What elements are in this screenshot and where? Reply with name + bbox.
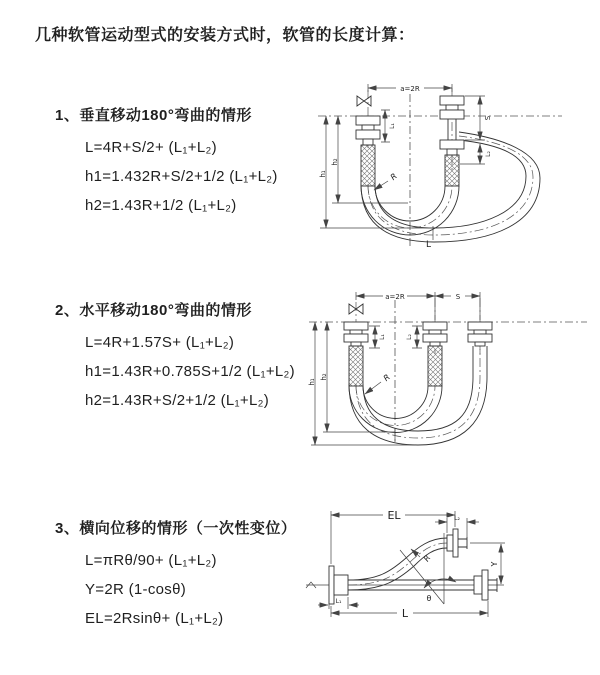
dim-label-l1: L₁	[389, 123, 396, 129]
formula-h2: h2=1.43R+S/2+1/2 (L₁+L₂)	[85, 392, 270, 409]
formula-l: L=πRθ/90+ (L₁+L₂)	[85, 552, 217, 569]
left-fitting	[356, 116, 380, 186]
valve-icon	[357, 96, 371, 106]
section-1	[55, 104, 278, 220]
left-fitting	[344, 322, 368, 386]
dim-label-l: L	[426, 240, 432, 250]
hose-curves	[349, 346, 487, 445]
section-3	[55, 517, 296, 633]
dim-label-h2: h₂	[331, 158, 339, 166]
upper-flange	[447, 529, 467, 557]
dim-label-r: R	[421, 553, 433, 564]
dim-label-l1: L₁	[335, 598, 342, 605]
dim-label-a2r: a=2R	[385, 293, 405, 301]
dim-label-l2: L₂	[454, 515, 460, 522]
diagram-lateral-displacement	[298, 500, 598, 660]
dim-label-r: R	[381, 372, 392, 384]
page-title: 几种软管运动型式的安装方式时，软管的长度计算：	[35, 27, 415, 44]
formula-l: L=4R+1.57S+ (L₁+L₂)	[85, 334, 235, 351]
dim-label-s: S	[484, 115, 492, 121]
dim-label-theta: θ	[426, 594, 432, 603]
right-fitting-upper	[440, 96, 464, 140]
formula-h1: h1=1.43R+0.785S+1/2 (L₁+L₂)	[85, 363, 295, 380]
section-2-heading: 2、水平移动180°弯曲的情形	[55, 302, 252, 319]
diagram-horizontal-180-bend	[303, 282, 593, 450]
dim-label-l1: L₁	[379, 334, 386, 340]
right-fitting-lower	[440, 140, 464, 186]
formula-el: EL=2Rsinθ+ (L₁+L₂)	[85, 610, 224, 627]
formula-y: Y=2R (1-cosθ)	[85, 581, 187, 598]
hose-s-curve	[348, 538, 447, 590]
dim-label-el: EL	[387, 509, 401, 522]
dim-label-r: R	[388, 171, 399, 183]
dim-label-s: S	[455, 293, 461, 301]
dim-label-h2: h₂	[320, 373, 328, 381]
dimensions	[308, 292, 480, 445]
dim-label-h1: h₁	[308, 378, 316, 386]
dim-label-l: L	[401, 607, 409, 620]
dim-label-l2: L₂	[406, 334, 413, 340]
formula-l: L=4R+S/2+ (L₁+L₂)	[85, 139, 217, 156]
section-3-heading: 3、横向位移的情形（一次性变位）	[55, 520, 297, 537]
dim-label-y: Y	[490, 561, 499, 567]
formula-h2: h2=1.43R+1/2 (L₁+L₂)	[85, 197, 237, 214]
dim-label-l2: L₂	[485, 151, 492, 157]
section-1-heading: 1、垂直移动180°弯曲的情形	[55, 107, 252, 124]
section-2	[55, 299, 295, 415]
diagram-vertical-180-bend	[312, 76, 584, 250]
dimensions	[318, 509, 505, 620]
right-fitting	[468, 322, 492, 346]
dim-label-h1: h₁	[319, 170, 327, 178]
formula-h1: h1=1.432R+S/2+1/2 (L₁+L₂)	[85, 168, 278, 185]
dim-label-a2r: a=2R	[400, 85, 420, 93]
middle-fitting	[423, 322, 447, 386]
